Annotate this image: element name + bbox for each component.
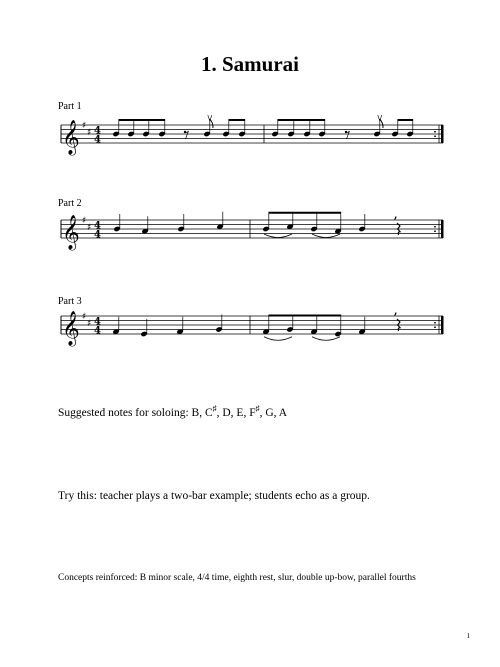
sharp-icon: ♯ [87, 318, 92, 329]
sharp-icon: ♯ [82, 121, 87, 131]
part-1-staff [0, 115, 500, 165]
repeat-dot [434, 135, 436, 137]
beam [269, 212, 341, 214]
soloing-notes-text: Suggested notes for soloing: B, C♯, D, E, F♯, G, A [58, 404, 288, 419]
repeat-dot [434, 131, 436, 133]
repeat-dot [434, 226, 436, 228]
sharp-icon: ♯ [87, 127, 92, 138]
beam [398, 119, 413, 121]
beam [119, 119, 165, 121]
end-barline-thick [441, 316, 444, 334]
part-3-label: Part 3 [58, 296, 82, 307]
part-1-label: Part 1 [58, 101, 82, 112]
end-barline-thick [441, 125, 444, 143]
try-this-text: Try this: teacher plays a two-bar example; students echo as a group. [58, 490, 370, 502]
repeat-dot [434, 326, 436, 328]
page-number: 1 [466, 632, 470, 640]
slur [312, 234, 340, 238]
breath-mark-icon: , [394, 210, 398, 221]
time-signature-top: 4 [94, 220, 101, 232]
part-2-staff [0, 210, 500, 260]
repeat-dot [434, 322, 436, 324]
time-signature-bottom: 4 [94, 229, 101, 241]
slur [264, 337, 292, 341]
part-2-label: Part 2 [58, 198, 82, 209]
beam [278, 119, 325, 121]
concepts-text: Concepts reinforced: B minor scale, 4/4 time, eighth rest, slur, double up-bow, parallel fourths [58, 573, 416, 583]
time-signature-bottom: 4 [94, 325, 101, 337]
end-barline-thick [441, 220, 444, 238]
eighth-rest-icon [346, 131, 350, 139]
treble-clef-icon: 𝄞 [62, 311, 80, 346]
sharp-icon: ♯ [82, 312, 87, 322]
time-signature-top: 4 [94, 125, 101, 137]
beam [229, 119, 245, 121]
eighth-rest-icon [185, 131, 189, 139]
breath-mark-icon: , [394, 306, 398, 317]
treble-clef-icon: 𝄞 [62, 215, 80, 250]
page-title: 1. Samurai [200, 52, 299, 76]
time-signature-bottom: 4 [94, 134, 101, 146]
part-3-staff [0, 306, 500, 356]
repeat-dot [434, 230, 436, 232]
slur [264, 234, 292, 238]
slur [312, 337, 340, 341]
sharp-icon: ♯ [87, 222, 92, 233]
beam [269, 315, 341, 317]
time-signature-top: 4 [94, 316, 101, 328]
sharp-icon: ♯ [82, 216, 87, 226]
treble-clef-icon: 𝄞 [62, 120, 80, 155]
